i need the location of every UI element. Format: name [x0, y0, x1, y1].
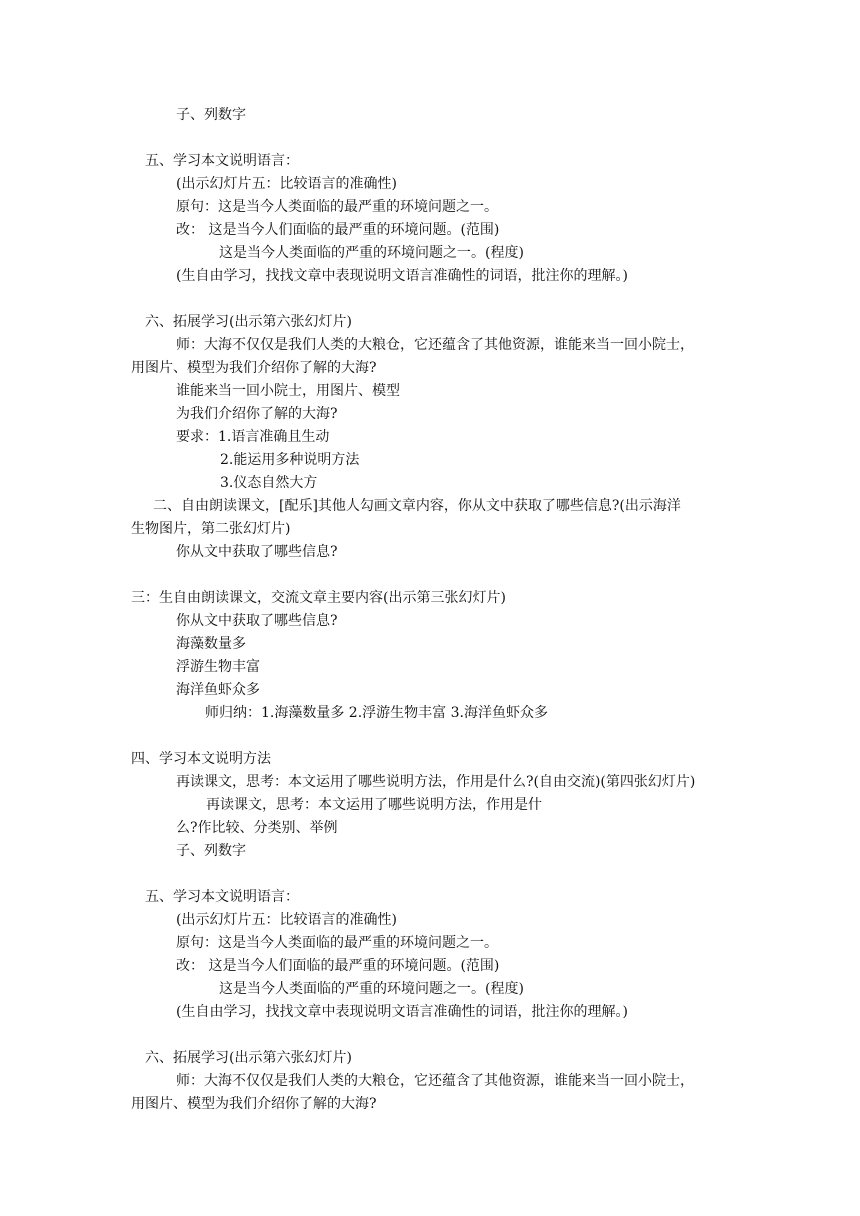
section-heading: 五、学习本文说明语言： — [145, 889, 299, 905]
text-line: 你从文中获取了哪些信息? — [176, 544, 338, 560]
text-line: 海藻数量多 — [176, 636, 246, 652]
text-line: 改： 这是当今人们面临的最严重的环境问题。(范围) — [176, 222, 500, 238]
text-line: 原句：这是当今人类面临的最严重的环境问题之一。 — [176, 199, 498, 215]
section-heading: 三：生自由朗读课文，交流文章主要内容(出示第三张幻灯片) — [131, 590, 506, 606]
section-heading: 六、拓展学习(出示第六张幻灯片) — [145, 1050, 352, 1066]
text-line: 要求：1.语言准确且生动 — [176, 429, 330, 445]
text-line: 子、列数字 — [176, 843, 246, 859]
text-line: 2.能运用多种说明方法 — [220, 452, 360, 468]
text-line: 谁能来当一回小院士，用图片、模型 — [176, 383, 400, 399]
text-line: (生自由学习，找找文章中表现说明文语言准确性的词语，批注你的理解。) — [176, 1004, 628, 1020]
text-line: 师：大海不仅仅是我们人类的大粮仓，它还蕴含了其他资源，谁能来当一回小院士， — [176, 1073, 694, 1089]
text-line: 师：大海不仅仅是我们人类的大粮仓，它还蕴含了其他资源，谁能来当一回小院士， — [176, 337, 694, 353]
text-line: 生物图片，第二张幻灯片) — [131, 521, 291, 537]
section-heading: 四、学习本文说明方法 — [131, 751, 271, 767]
text-line: 浮游生物丰富 — [176, 659, 260, 675]
section-heading: 五、学习本文说明语言： — [145, 153, 299, 169]
text-line: 原句：这是当今人类面临的最严重的环境问题之一。 — [176, 935, 498, 951]
text-line: 再读课文，思考：本文运用了哪些说明方法，作用是什 — [206, 797, 542, 813]
text-line: 海洋鱼虾众多 — [176, 682, 260, 698]
section-heading: 六、拓展学习(出示第六张幻灯片) — [145, 314, 352, 330]
text-line: 这是当今人类面临的严重的环境问题之一。(程度) — [219, 245, 524, 261]
text-line: 3.仪态自然大方 — [220, 475, 318, 491]
text-line: 师归纳：1.海藻数量多 2.浮游生物丰富 3.海洋鱼虾众多 — [205, 705, 548, 721]
text-line: (出示幻灯片五：比较语言的准确性) — [176, 912, 397, 928]
text-line: 你从文中获取了哪些信息? — [176, 613, 338, 629]
text-line: (生自由学习，找找文章中表现说明文语言准确性的词语，批注你的理解。) — [176, 268, 628, 284]
text-line: 再读课文，思考：本文运用了哪些说明方法，作用是什么?(自由交流)(第四张幻灯片) — [176, 774, 696, 790]
text-line: 改： 这是当今人们面临的最严重的环境问题。(范围) — [176, 958, 500, 974]
text-line: 用图片、模型为我们介绍你了解的大海? — [131, 360, 377, 376]
text-line: 么?作比较、分类别、举例 — [176, 820, 338, 836]
section-heading: 二、自由朗读课文，[配乐]其他人勾画文章内容，你从文中获取了哪些信息?(出示海洋 — [153, 498, 681, 514]
text-line: 用图片、模型为我们介绍你了解的大海? — [131, 1096, 377, 1112]
text-line: 为我们介绍你了解的大海? — [176, 406, 338, 422]
text-line: (出示幻灯片五：比较语言的准确性) — [176, 176, 397, 192]
text-line: 这是当今人类面临的严重的环境问题之一。(程度) — [219, 981, 524, 997]
text-line: 子、列数字 — [176, 107, 246, 123]
